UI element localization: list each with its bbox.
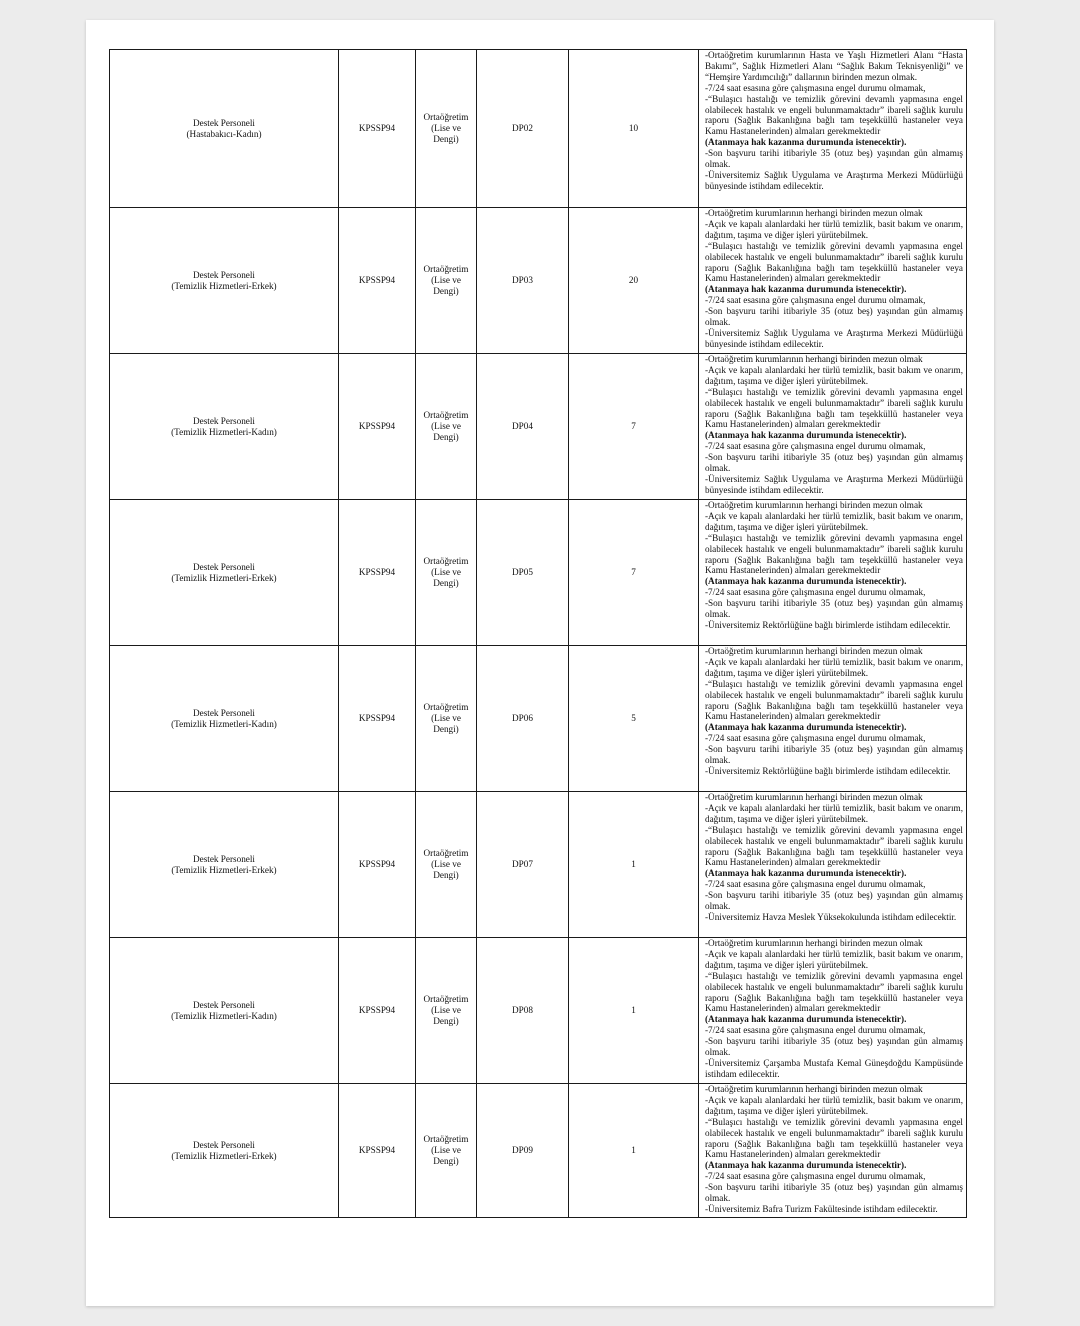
position-title-line: (Temizlik Hizmetleri-Erkek): [171, 280, 277, 291]
requirement-item: -Açık ve kapalı alanlardaki her türlü temizlik, basit bakım ve onarım, dağıtım, taşıma ve diğer işleri yürütebilmek.: [705, 656, 963, 678]
requirements-cell: [699, 50, 967, 208]
table-row: [110, 792, 967, 938]
education-line: (Lise ve: [431, 567, 461, 577]
position-title-line: (Temizlik Hizmetleri-Kadın): [171, 718, 277, 729]
requirement-item: -Ortaöğretim kurumlarının herhangi birinden mezun olmak: [705, 938, 923, 948]
requirement-item: -7/24 saat esasına göre çalışmasına engel durumu olmamak,: [705, 587, 926, 598]
education-line: (Lise ve: [431, 859, 461, 869]
education-line: Ortaöğretim: [423, 848, 469, 858]
requirement-item: -Açık ve kapalı alanlardaki her türlü temizlik, basit bakım ve onarım, dağıtım, taşıma ve diğer işleri yürütebilmek.: [705, 948, 963, 970]
requirement-item: -Son başvuru tarihi itibariyle 35 (otuz beş) yaşından gün almamış olmak.: [705, 1036, 963, 1058]
position-title-line: Destek Personeli: [192, 1139, 255, 1150]
requirements-cell: [699, 792, 967, 938]
requirement-item: -Üniversitemiz Rektörlüğüne bağlı birimlerde istihdam edilecektir.: [705, 619, 951, 630]
position-count-cell: 7: [569, 354, 699, 500]
exam-type-cell: KPSSP94: [339, 1084, 416, 1218]
requirement-item: -Son başvuru tarihi itibariyle 35 (otuz beş) yaşından gün almamış olmak.: [705, 306, 963, 328]
document-page: [86, 20, 994, 1306]
education-line: Dengi): [433, 724, 459, 734]
position-title-line: (Temizlik Hizmetleri-Erkek): [171, 572, 277, 583]
requirement-note: (Atanmaya hak kazanma durumunda istenecektir).: [705, 722, 907, 733]
requirement-item: -Üniversitemiz Sağlık Uygulama ve Araştırma Merkezi Müdürlüğü bünyesinde istihdam edilecektir.: [705, 473, 963, 495]
requirement-item: -Açık ve kapalı alanlardaki her türlü temizlik, basit bakım ve onarım, dağıtım, taşıma ve diğer işleri yürütebilmek.: [705, 1094, 963, 1116]
education-line: Dengi): [433, 578, 459, 588]
education-cell: [416, 646, 477, 792]
requirement-item: -“Bulaşıcı hastalığı ve temizlik görevini devamlı yapmasına engel olabilecek hastalık ve engeli bulunmamaktadır” ibareli sağlık kurulu raporu (Sağlık Bakanlığına bağlı tam teşekküllü hastaneler veya Kamu Hastanelerinden) almaları gerekmektedir: [705, 678, 963, 722]
position-code-cell: DP02: [477, 50, 569, 208]
education-line: Ortaöğretim: [423, 1134, 469, 1144]
education-line: Dengi): [433, 134, 459, 144]
education-line: (Lise ve: [431, 1005, 461, 1015]
position-title-line: Destek Personeli: [192, 561, 255, 572]
exam-type-cell: KPSSP94: [339, 354, 416, 500]
requirement-item: -“Bulaşıcı hastalığı ve temizlik görevini devamlı yapmasına engel olabilecek hastalık ve engeli bulunmamaktadır” ibareli sağlık kurulu raporu (Sağlık Bakanlığına bağlı tam teşekküllü hastaneler veya Kamu Hastanelerinden) almaları gerekmektedir: [705, 532, 963, 576]
table-row: [110, 354, 967, 500]
education-line: Ortaöğretim: [423, 556, 469, 566]
position-code-cell: DP07: [477, 792, 569, 938]
position-title-cell: [110, 1084, 339, 1218]
exam-type-cell: KPSSP94: [339, 208, 416, 354]
requirement-item: -Ortaöğretim kurumlarının herhangi birinden mezun olmak: [705, 646, 923, 656]
requirement-item: -Son başvuru tarihi itibariyle 35 (otuz beş) yaşından gün almamış olmak.: [705, 598, 963, 620]
requirement-note: (Atanmaya hak kazanma durumunda istenecektir).: [705, 1014, 907, 1025]
requirement-item: -“Bulaşıcı hastalığı ve temizlik görevini devamlı yapmasına engel olabilecek hastalık ve engeli bulunmamaktadır” ibareli sağlık kurulu raporu (Sağlık Bakanlığına bağlı tam teşekküllü hastaneler veya Kamu Hastanelerinden) almaları gerekmektedir: [705, 970, 963, 1014]
position-title-line: Destek Personeli: [192, 707, 255, 718]
education-line: Ortaöğretim: [423, 112, 469, 122]
education-line: Ortaöğretim: [423, 702, 469, 712]
education-line: (Lise ve: [431, 123, 461, 133]
position-title-line: (Temizlik Hizmetleri-Kadın): [171, 426, 277, 437]
position-count-cell: 10: [569, 50, 699, 208]
education-cell: [416, 938, 477, 1084]
education-line: (Lise ve: [431, 275, 461, 285]
requirement-item: -Üniversitemiz Bafra Turizm Fakültesinde istihdam edilecektir.: [705, 1203, 938, 1214]
position-title-line: Destek Personeli: [192, 415, 255, 426]
position-title-line: (Hastabakıcı-Kadın): [186, 128, 262, 139]
exam-type-cell: KPSSP94: [339, 792, 416, 938]
education-line: Dengi): [433, 1016, 459, 1026]
position-count-cell: 1: [569, 1084, 699, 1218]
requirement-item: -Açık ve kapalı alanlardaki her türlü temizlik, basit bakım ve onarım, dağıtım, taşıma ve diğer işleri yürütebilmek.: [705, 802, 963, 824]
position-code-cell: DP03: [477, 208, 569, 354]
exam-type-cell: KPSSP94: [339, 938, 416, 1084]
table-row: [110, 208, 967, 354]
requirement-item: -Ortaöğretim kurumlarının Hasta ve Yaşlı Hizmetleri Alanı “Hasta Bakımı”, Sağlık Hizmetleri Alanı “Sağlık Bakım Teknisyenliği” ve “Hemşire Yardımcılığı” dallarının birinden mezun olmak.: [705, 50, 963, 82]
education-line: Ortaöğretim: [423, 410, 469, 420]
requirement-item: -Üniversitemiz Havza Meslek Yüksekokulunda istihdam edilecektir.: [705, 911, 957, 922]
exam-type-cell: KPSSP94: [339, 646, 416, 792]
requirement-item: -Üniversitemiz Rektörlüğüne bağlı birimlerde istihdam edilecektir.: [705, 765, 951, 776]
position-title-line: (Temizlik Hizmetleri-Kadın): [171, 1010, 277, 1021]
education-cell: [416, 208, 477, 354]
education-line: Dengi): [433, 1156, 459, 1166]
position-count-cell: 20: [569, 208, 699, 354]
table-row: [110, 1084, 967, 1218]
position-code-cell: DP09: [477, 1084, 569, 1218]
requirement-item: -Ortaöğretim kurumlarının herhangi birinden mezun olmak: [705, 208, 923, 218]
education-line: Dengi): [433, 286, 459, 296]
table-row: [110, 646, 967, 792]
position-title-line: Destek Personeli: [192, 853, 255, 864]
education-line: (Lise ve: [431, 713, 461, 723]
requirement-note: (Atanmaya hak kazanma durumunda istenecektir).: [705, 137, 907, 148]
positions-table: [109, 49, 967, 1218]
position-title-cell: [110, 50, 339, 208]
requirement-note: (Atanmaya hak kazanma durumunda istenecektir).: [705, 868, 907, 879]
requirement-item: -Son başvuru tarihi itibariyle 35 (otuz beş) yaşından gün almamış olmak.: [705, 1182, 963, 1204]
education-cell: [416, 1084, 477, 1218]
education-line: Ortaöğretim: [423, 994, 469, 1004]
position-count-cell: 1: [569, 938, 699, 1084]
position-title-cell: [110, 646, 339, 792]
requirement-item: -Üniversitemiz Çarşamba Mustafa Kemal Güneşdoğdu Kampüsünde istihdam edilecektir.: [705, 1057, 963, 1079]
education-cell: [416, 50, 477, 208]
requirement-item: -“Bulaşıcı hastalığı ve temizlik görevini devamlı yapmasına engel olabilecek hastalık ve engeli bulunmamaktadır” ibareli sağlık kurulu raporu (Sağlık Bakanlığına bağlı tam teşekküllü hastaneler veya Kamu Hastanelerinden) almaları gerekmektedir: [705, 1116, 963, 1160]
position-count-cell: 5: [569, 646, 699, 792]
position-title-line: Destek Personeli: [192, 999, 255, 1010]
exam-type-cell: KPSSP94: [339, 500, 416, 646]
requirement-item: -Açık ve kapalı alanlardaki her türlü temizlik, basit bakım ve onarım, dağıtım, taşıma ve diğer işleri yürütebilmek.: [705, 218, 963, 240]
education-line: Dengi): [433, 870, 459, 880]
education-cell: [416, 792, 477, 938]
requirement-item: -7/24 saat esasına göre çalışmasına engel durumu olmamak,: [705, 1025, 926, 1036]
education-cell: [416, 354, 477, 500]
position-code-cell: DP08: [477, 938, 569, 1084]
requirements-cell: [699, 500, 967, 646]
requirements-cell: [699, 646, 967, 792]
position-count-cell: 1: [569, 792, 699, 938]
position-title-cell: [110, 354, 339, 500]
position-title-cell: [110, 208, 339, 354]
requirement-item: -Açık ve kapalı alanlardaki her türlü temizlik, basit bakım ve onarım, dağıtım, taşıma ve diğer işleri yürütebilmek.: [705, 510, 963, 532]
positions-table-body: [110, 50, 967, 1218]
position-title-line: Destek Personeli: [192, 117, 255, 128]
requirement-item: -Son başvuru tarihi itibariyle 35 (otuz beş) yaşından gün almamış olmak.: [705, 452, 963, 474]
requirement-item: -Açık ve kapalı alanlardaki her türlü temizlik, basit bakım ve onarım, dağıtım, taşıma ve diğer işleri yürütebilmek.: [705, 364, 963, 386]
table-row: [110, 938, 967, 1084]
requirement-item: -Son başvuru tarihi itibariyle 35 (otuz beş) yaşından gün almamış olmak.: [705, 744, 963, 766]
requirement-note: (Atanmaya hak kazanma durumunda istenecektir).: [705, 1160, 907, 1171]
requirements-cell: [699, 1084, 967, 1218]
education-cell: [416, 500, 477, 646]
requirement-item: -Ortaöğretim kurumlarının herhangi birinden mezun olmak: [705, 500, 923, 510]
requirement-item: -7/24 saat esasına göre çalışmasına engel durumu olmamak,: [705, 1171, 926, 1182]
requirement-item: -7/24 saat esasına göre çalışmasına engel durumu olmamak,: [705, 295, 926, 306]
requirement-item: -Üniversitemiz Sağlık Uygulama ve Araştırma Merkezi Müdürlüğü bünyesinde istihdam edilecektir.: [705, 327, 963, 349]
education-line: Ortaöğretim: [423, 264, 469, 274]
education-line: (Lise ve: [431, 421, 461, 431]
requirement-item: -Ortaöğretim kurumlarının herhangi birinden mezun olmak: [705, 1084, 923, 1094]
requirement-note: (Atanmaya hak kazanma durumunda istenecektir).: [705, 430, 907, 441]
education-line: Dengi): [433, 432, 459, 442]
position-title-cell: [110, 938, 339, 1084]
position-count-cell: 7: [569, 500, 699, 646]
table-row: [110, 50, 967, 208]
requirement-item: -“Bulaşıcı hastalığı ve temizlik görevini devamlı yapmasına engel olabilecek hastalık ve engeli bulunmamaktadır” ibareli sağlık kurulu raporu (Sağlık Bakanlığına bağlı tam teşekküllü hastaneler veya Kamu Hastanelerinden) almaları gerekmektedir: [705, 93, 963, 137]
requirement-item: -Ortaöğretim kurumlarının herhangi birinden mezun olmak: [705, 354, 923, 364]
requirement-item: -Ortaöğretim kurumlarının herhangi birinden mezun olmak: [705, 792, 923, 802]
position-title-cell: [110, 500, 339, 646]
position-code-cell: DP06: [477, 646, 569, 792]
requirement-note: (Atanmaya hak kazanma durumunda istenecektir).: [705, 576, 907, 587]
exam-type-cell: KPSSP94: [339, 50, 416, 208]
position-title-line: (Temizlik Hizmetleri-Erkek): [171, 1150, 277, 1161]
position-code-cell: DP04: [477, 354, 569, 500]
requirement-item: -Son başvuru tarihi itibariyle 35 (otuz beş) yaşından gün almamış olmak.: [705, 148, 963, 170]
requirements-cell: [699, 938, 967, 1084]
requirement-item: -“Bulaşıcı hastalığı ve temizlik görevini devamlı yapmasına engel olabilecek hastalık ve engeli bulunmamaktadır” ibareli sağlık kurulu raporu (Sağlık Bakanlığına bağlı tam teşekküllü hastaneler veya Kamu Hastanelerinden) almaları gerekmektedir: [705, 824, 963, 868]
requirement-item: -7/24 saat esasına göre çalışmasına engel durumu olmamak,: [705, 879, 926, 890]
position-title-line: (Temizlik Hizmetleri-Erkek): [171, 864, 277, 875]
requirement-item: -“Bulaşıcı hastalığı ve temizlik görevini devamlı yapmasına engel olabilecek hastalık ve engeli bulunmamaktadır” ibareli sağlık kurulu raporu (Sağlık Bakanlığına bağlı tam teşekküllü hastaneler veya Kamu Hastanelerinden) almaları gerekmektedir: [705, 386, 963, 430]
position-title-cell: [110, 792, 339, 938]
table-row: [110, 500, 967, 646]
education-line: (Lise ve: [431, 1145, 461, 1155]
requirements-cell: [699, 208, 967, 354]
requirements-cell: [699, 354, 967, 500]
requirement-item: -7/24 saat esasına göre çalışmasına engel durumu olmamak,: [705, 733, 926, 744]
position-title-line: Destek Personeli: [192, 269, 255, 280]
requirement-item: -Üniversitemiz Sağlık Uygulama ve Araştırma Merkezi Müdürlüğü bünyesinde istihdam edilecektir.: [705, 169, 963, 191]
requirement-note: (Atanmaya hak kazanma durumunda istenecektir).: [705, 284, 907, 295]
requirement-item: -Son başvuru tarihi itibariyle 35 (otuz beş) yaşından gün almamış olmak.: [705, 890, 963, 912]
position-code-cell: DP05: [477, 500, 569, 646]
requirement-item: -7/24 saat esasına göre çalışmasına engel durumu olmamak,: [705, 82, 926, 93]
requirement-item: -“Bulaşıcı hastalığı ve temizlik görevini devamlı yapmasına engel olabilecek hastalık ve engeli bulunmamaktadır” ibareli sağlık kurulu raporu (Sağlık Bakanlığına bağlı tam teşekküllü hastaneler veya Kamu Hastanelerinden) almaları gerekmektedir: [705, 240, 963, 284]
requirement-item: -7/24 saat esasına göre çalışmasına engel durumu olmamak,: [705, 441, 926, 452]
